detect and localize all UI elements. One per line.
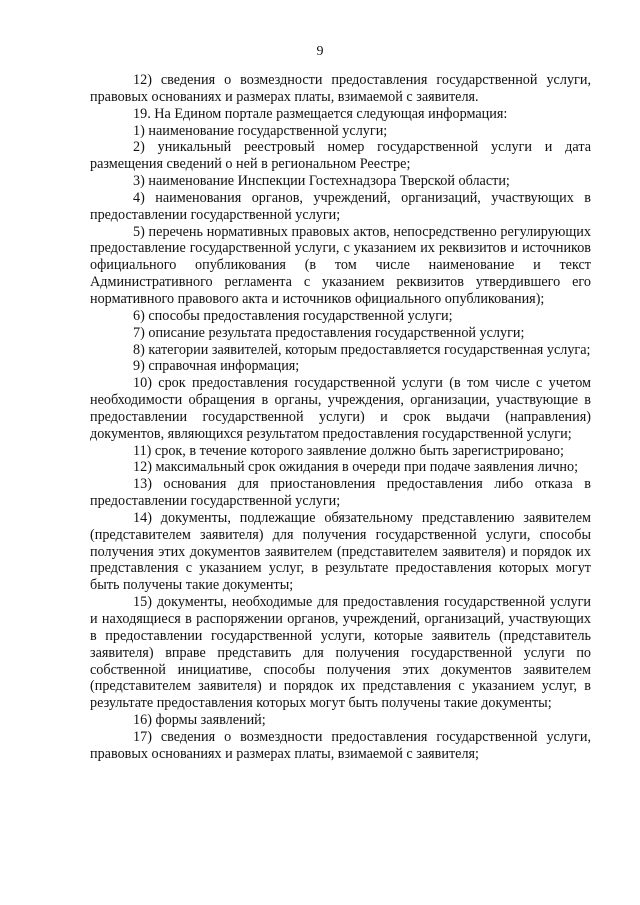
list-item: 14) документы, подлежащие обязательному представлению заявителем (представителем заявителя) для получения государственной услуги, способы получения этих документов заявителем (представителем заявителя) и порядок их представления с указанием услуг, в результате предоставления которых могут быть получены такие документы; [90, 509, 591, 594]
list-item: 4) наименования органов, учреждений, организаций, участвующих в предоставлении государственной услуги; [90, 189, 591, 223]
paragraph: 19. На Едином портале размещается следующая информация: [133, 105, 508, 122]
document-body [90, 72, 591, 763]
list-item: 7) описание результата предоставления государственной услуги; [133, 324, 525, 341]
list-item: 2) уникальный реестровый номер государственной услуги и дата размещения сведений о ней в региональном Реестре; [90, 139, 591, 173]
list-item: 3) наименование Инспекции Гостехнадзора Тверской области; [133, 173, 510, 190]
list-item: 5) перечень нормативных правовых актов, непосредственно регулирующих предоставление государственной услуги, с указанием их реквизитов и источников официального опубликования (в том числе наименование и текст Административного регламента с указанием реквизитов утвердившего его нормативного правового акта и источников официального опубликования); [90, 223, 591, 307]
list-item: 16) формы заявлений; [133, 712, 266, 729]
list-item: 8) категории заявителей, которым предоставляется государственная услуга; [133, 341, 591, 358]
list-item: 6) способы предоставления государственной услуги; [133, 307, 453, 324]
list-item: 10) срок предоставления государственной услуги (в том числе с учетом необходимости обращения в органы, учреждения, организации, участвующие в предоставлении государственной услуги) и срок выдачи (направления) документов, являющихся результатом предоставления государственной услуги; [90, 375, 591, 442]
list-item: 13) основания для приостановления предоставления либо отказа в предоставлении государственной услуги; [90, 476, 591, 510]
list-item: 12) максимальный срок ожидания в очереди при подаче заявления лично; [133, 459, 579, 476]
list-item: 1) наименование государственной услуги; [133, 122, 388, 139]
list-item: 11) срок, в течение которого заявление должно быть зарегистрировано; [133, 442, 564, 459]
list-item: 9) справочная информация; [133, 358, 300, 375]
page-number: 9 [316, 44, 324, 59]
list-item: 17) сведения о возмездности предоставления государственной услуги, правовых основаниях и размерах платы, взимаемой с заявителя; [90, 728, 591, 762]
list-item: 15) документы, необходимые для предоставления государственной услуги и находящиеся в распоряжении органов, учреждений, организаций, участвующих в предоставлении государственной услуги, которые заявитель (представитель заявителя) вправе представить для получения государственной услуги по собственной инициативе, способы получения этих документов заявителем (представителем заявителя) и порядок их представления с указанием услуг, в результате предоставления которых могут быть получены такие документы; [90, 594, 591, 712]
paragraph: 12) сведения о возмездности предоставления государственной услуги, правовых основаниях и размерах платы, взимаемой с заявителя. [90, 72, 591, 105]
